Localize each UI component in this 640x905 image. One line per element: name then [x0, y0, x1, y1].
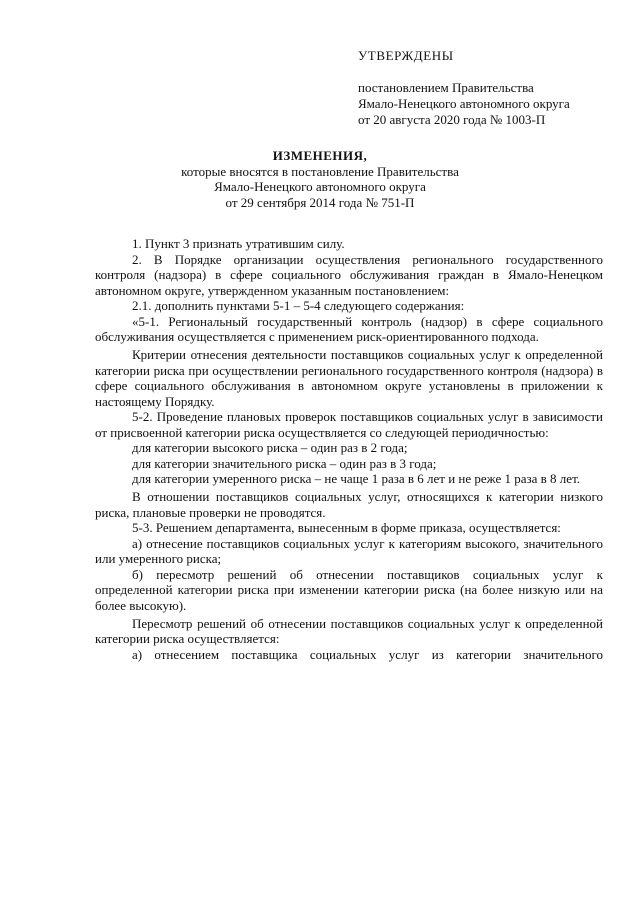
approval-block — [358, 48, 618, 128]
paragraph: Пересмотр решений об отнесении поставщиков социальных услуг к определенной категории риска осуществляется: — [95, 615, 603, 646]
paragraph: для категории высокого риска – один раз в 2 года; — [132, 440, 408, 455]
paragraph: 2. В Порядке организации осуществления регионального государственного контроля (надзора) в сфере социального обслуживания граждан в Ямало-Ненецком автономном округе, утвержденном указанным постановлением: — [95, 251, 603, 298]
title-line: Ямало-Ненецкого автономного округа — [214, 179, 426, 194]
approval-line: Ямало-Ненецкого автономного округа — [358, 96, 570, 111]
paragraph: б) пересмотр решений об отнесении поставщиков социальных услуг к определенной категории риска при изменении категории риска (на более низкую или на более высокую). — [95, 566, 603, 613]
title-heading: ИЗМЕНЕНИЯ, — [272, 148, 368, 163]
document-title — [0, 148, 640, 210]
paragraph: 5-2. Проведение плановых проверок поставщиков социальных услуг в зависимости от присвоенной категории риска осуществляется со следующей периодичностью: — [95, 409, 603, 440]
approval-line: постановлением Правительства — [358, 80, 534, 95]
paragraph: «5-1. Региональный государственный контроль (надзор) в сфере социального обслуживания осуществляется с применением риск-ориентированного подхода. — [95, 313, 603, 344]
paragraph: 1. Пункт 3 признать утратившим силу. — [132, 236, 345, 251]
approval-heading: УТВЕРЖДЕНЫ — [358, 48, 454, 63]
paragraph: В отношении поставщиков социальных услуг, относящихся к категории низкого риска, плановые проверки не проводятся. — [95, 489, 603, 520]
title-line: которые вносятся в постановление Правительства — [181, 163, 459, 179]
paragraph: для категории значительного риска – один раз в 3 года; — [132, 455, 437, 471]
paragraph: для категории умеренного риска – не чаще 1 раза в 6 лет и не реже 1 раза в 8 лет. — [132, 471, 581, 486]
paragraph: а) отнесение поставщиков социальных услуг к категориям высокого, значительного или умеренного риска; — [95, 535, 603, 566]
paragraph: 5-3. Решением департамента, вынесенным в форме приказа, осуществляется: — [132, 520, 561, 535]
document-body — [95, 236, 603, 662]
paragraph: а) отнесением поставщика социальных услуг из категории значительного — [132, 646, 603, 662]
paragraph: Критерии отнесения деятельности поставщиков социальных услуг к определенной категории риска при осуществлении регионального государственного контроля (надзора) в сфере социального обслуживания в автономном округе установлены в приложении к настоящему Порядку. — [95, 347, 603, 409]
title-line: от 29 сентября 2014 года № 751-П — [225, 194, 415, 210]
paragraph: 2.1. дополнить пунктами 5-1 – 5-4 следующего содержания: — [132, 298, 465, 313]
approval-line: от 20 августа 2020 года № 1003-П — [358, 112, 546, 127]
